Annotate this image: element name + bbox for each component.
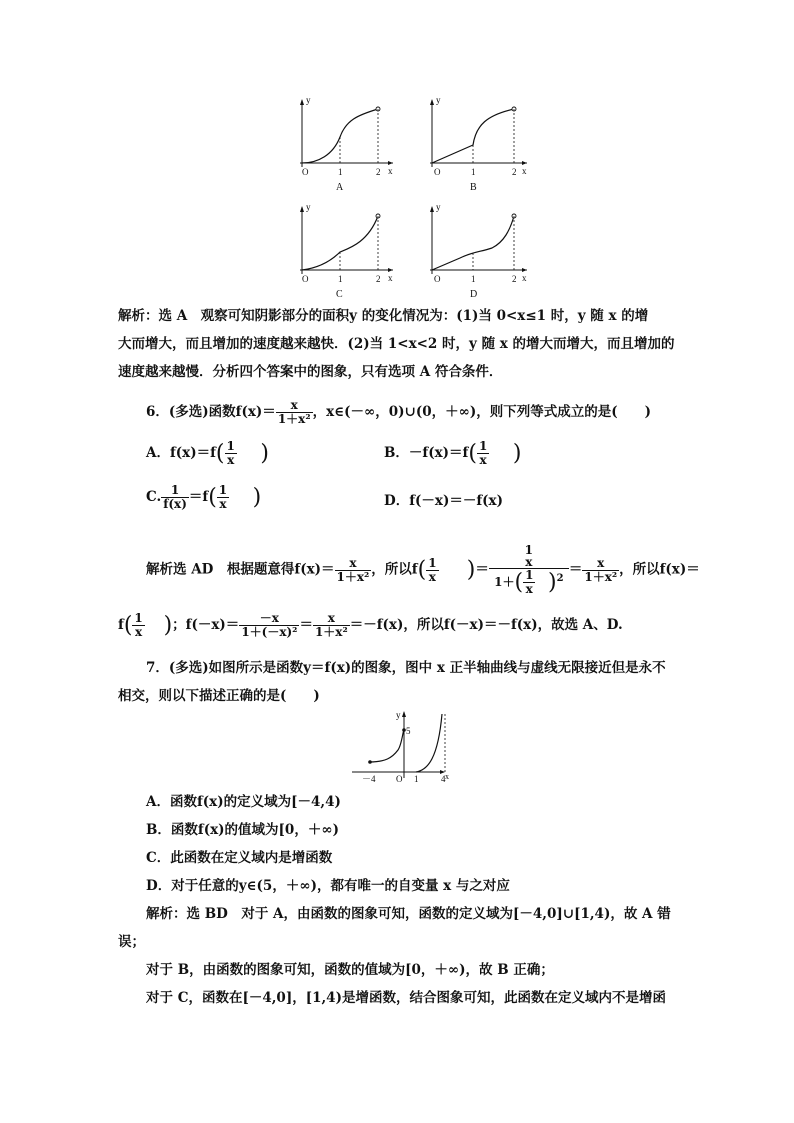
origin-label: O	[434, 274, 441, 284]
q6-solution-line2: f( $\frac{1}{x}$ )；f(－x)＝ $\frac{-x}{\text{1＋(－x)²}}$ ＝ $\frac{x}{\text{1＋x²}}$ ＝－f(x)，所以f(－x)＝－f(x)，故选 A、D.	[118, 611, 623, 639]
q7-graph	[350, 708, 450, 792]
tick-2-label: 2	[376, 167, 381, 177]
axis-y-label: y	[306, 202, 311, 212]
q6-option-a: A．f(x)＝f( $\frac{1}{x}$ )	[146, 439, 269, 467]
q7-label-origin: O	[396, 774, 403, 784]
origin-label: O	[302, 167, 309, 177]
axis-x-label: x	[522, 273, 527, 283]
axis-y-label: y	[436, 202, 441, 212]
q7-option-a: A．函数f(x)的定义域为[－4,4)	[146, 794, 341, 810]
tick-2-label: 2	[512, 167, 517, 177]
graph-caption: C	[336, 289, 343, 300]
q6-solution-line1: 解析选 AD 根据题意得f(x)＝ $\frac{x}{\text{1＋x²}}$ ，所以f( $\frac{1}{x}$ )＝ 1 x 1＋( $\frac{1}{x}$ )$^2$ ＝ $\frac{x}{\text{1＋x²}}$ ，所以f(x)＝	[146, 543, 700, 596]
q7-solution-line1: 解析：选 BD 对于 A，由函数的图象可知，函数的定义域为[－4,0]∪[1,4)，故 A 错	[146, 906, 671, 922]
q7-label-5: 5	[406, 726, 411, 736]
q6-option-b: B．－f(x)＝f( $\frac{1}{x}$ )	[384, 439, 522, 467]
q6-stem-prefix: 6．(多选)函数f(x)＝	[146, 404, 276, 420]
tick-1-label: 1	[338, 274, 343, 284]
q6-option-c: C. $\frac{1}{f(x)}$ ＝f( $\frac{1}{x}$ )	[146, 483, 262, 511]
q7-solution-line2: 误；	[118, 934, 145, 950]
q7-option-d: D．对于任意的y∈(5，＋∞)，都有唯一的自变量 x 与之对应	[146, 878, 510, 894]
q7-label-4: 4	[441, 774, 446, 784]
q7-graph-svg	[350, 708, 450, 788]
graph-b-svg	[422, 95, 532, 195]
tick-2-label: 2	[512, 274, 517, 284]
graph-caption: D	[470, 289, 478, 300]
q7-label-neg4: －4	[362, 774, 376, 784]
axis-y-label: y	[306, 95, 311, 105]
graph-c	[288, 202, 398, 306]
q5-solution-line1: 解析：选 A 观察可知阴影部分的面积y 的变化情况为：(1)当 0<x≤1 时，y 随 x 的增	[118, 308, 649, 324]
axis-x-label: x	[388, 273, 393, 283]
graph-caption: A	[336, 182, 344, 193]
tick-2-label: 2	[376, 274, 381, 284]
axis-x-label: x	[522, 166, 527, 176]
graph-b	[422, 95, 532, 199]
q7-option-b: B．函数f(x)的值域为[0，＋∞)	[146, 822, 339, 838]
graph-a-svg	[288, 95, 398, 195]
q7-axis-x: x	[445, 772, 449, 781]
q7-solution-line3: 对于 B，由函数的图象可知，函数的值域为[0，＋∞)，故 B 正确；	[146, 962, 554, 978]
q5-solution-line3: 速度越来越慢．分析四个答案中的图象，只有选项 A 符合条件．	[118, 364, 503, 380]
q7-axis-y: y	[396, 710, 401, 720]
axis-y-label: y	[436, 95, 441, 105]
q7-option-c: C．此函数在定义域内是增函数	[146, 850, 333, 866]
origin-label: O	[302, 274, 309, 284]
graph-a	[288, 95, 398, 199]
q5-solution-line2: 大而增大，而且增加的速度越来越快．(2)当 1<x<2 时，y 随 x 的增大而增大，而且增加的	[118, 336, 675, 352]
q6-stem-suffix: ，x∈(－∞，0)∪(0，＋∞)，则下列等式成立的是( )	[312, 404, 652, 420]
q7-solution-line4: 对于 C，函数在[－4,0]，[1,4)是增函数，结合图象可知，此函数在定义域内不是增函	[146, 990, 666, 1006]
q6-option-d: D．f(－x)＝－f(x)	[384, 493, 503, 509]
graph-caption: B	[470, 182, 477, 193]
q7-label-1: 1	[414, 774, 419, 784]
axis-x-label: x	[388, 166, 393, 176]
q7-stem-line2: 相交，则以下描述正确的是( )	[118, 688, 320, 704]
graph-d-svg	[422, 202, 532, 302]
q7-stem-line1: 7．(多选)如图所示是函数y＝f(x)的图象，图中 x 正半轴曲线与虚线无限接近但是永不	[146, 660, 666, 676]
tick-1-label: 1	[471, 274, 476, 284]
graph-d	[422, 202, 532, 306]
q6-stem	[146, 398, 706, 426]
origin-label: O	[434, 167, 441, 177]
q6-stem-fraction: $\frac{x}{\text{1＋x²}}$	[277, 398, 311, 426]
tick-1-label: 1	[338, 167, 343, 177]
graph-c-svg	[288, 202, 398, 302]
tick-1-label: 1	[471, 167, 476, 177]
